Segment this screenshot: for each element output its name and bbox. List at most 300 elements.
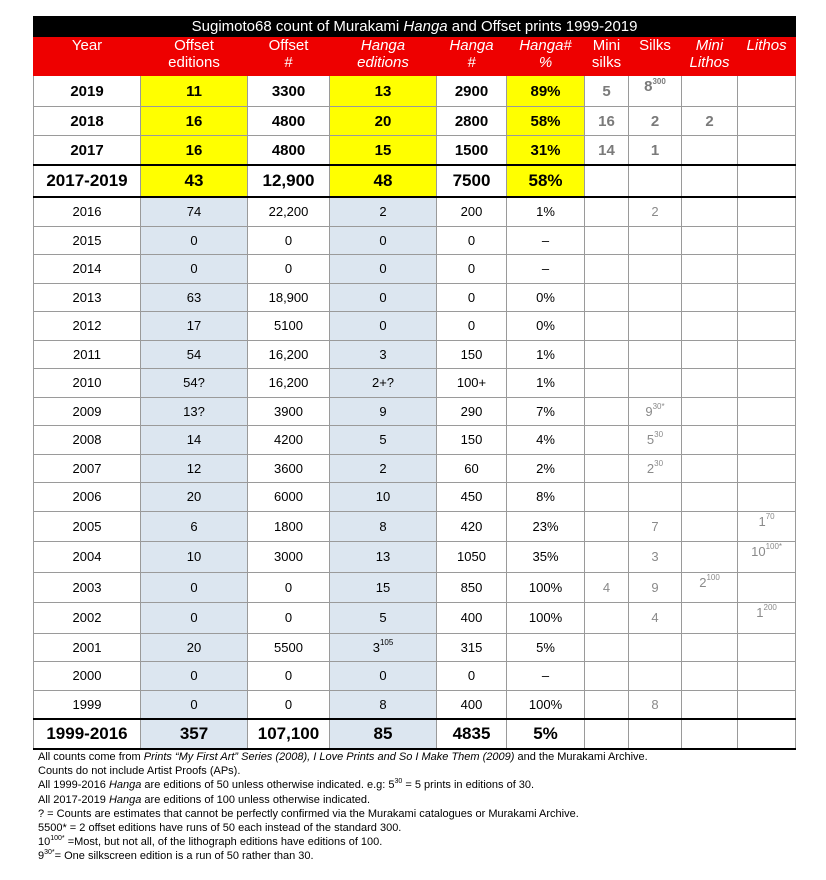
silks-cell	[629, 690, 682, 719]
offset-editions-cell	[141, 283, 248, 312]
hanga-editions-cell-value: 0	[379, 318, 387, 334]
column-header-line: Hanga	[360, 37, 406, 54]
silks-cell-value: 2	[650, 112, 660, 130]
hanga-editions-cell	[330, 369, 437, 398]
hanga-count-cell-value: 420	[460, 518, 483, 534]
lithos-cell-edition-size: 100*	[765, 542, 783, 551]
hanga-percent-cell	[507, 690, 585, 719]
lithos-cell	[738, 633, 796, 662]
mini-silks-cell	[585, 76, 629, 107]
offset-editions-cell-value: 0	[190, 232, 198, 248]
silks-cell-value: 1	[650, 141, 660, 159]
year-cell	[34, 690, 141, 719]
year-cell	[34, 255, 141, 284]
year-cell-value: 2014	[72, 261, 102, 277]
lithos-cell	[738, 340, 796, 369]
year-cell	[34, 136, 141, 166]
subtotal-hanga-editions	[330, 165, 437, 197]
lithos-cell	[738, 426, 796, 455]
hanga-editions-cell	[330, 603, 437, 634]
lithos-cell	[738, 369, 796, 398]
mini-silks-cell	[585, 454, 629, 483]
mini-silks-cell	[585, 340, 629, 369]
silks-cell	[629, 340, 682, 369]
hanga-percent-cell	[507, 662, 585, 691]
column-header-line: Offset	[268, 37, 309, 54]
hanga-count-cell-value: 0	[467, 318, 476, 334]
silks-cell-value: 2	[646, 460, 655, 476]
hanga-count-cell-value: 1500	[454, 141, 489, 159]
offset-editions-cell	[141, 454, 248, 483]
lithos-cell-value: 10	[751, 544, 766, 559]
offset-count-cell	[248, 690, 330, 719]
mini-lithos-cell	[682, 226, 738, 255]
hanga-percent-cell-value: 4%	[536, 432, 555, 448]
hanga-editions-cell-value: 13	[374, 82, 392, 100]
hanga-percent-cell-value: 8%	[536, 489, 555, 505]
table-row	[34, 226, 796, 255]
hanga-percent-cell-value: 7%	[536, 403, 555, 419]
hanga-percent-cell-value: 35%	[532, 549, 559, 565]
subtotal-offset-editions-value: 43	[184, 171, 204, 190]
year-cell-value: 2003	[72, 579, 102, 595]
hanga-percent-cell	[507, 369, 585, 398]
lithos-cell	[738, 662, 796, 691]
hanga-count-cell	[437, 603, 507, 634]
year-cell	[34, 107, 141, 136]
column-header	[738, 37, 796, 76]
offset-editions-cell	[141, 107, 248, 136]
lithos-cell	[738, 197, 796, 226]
total-offset-editions	[141, 719, 248, 749]
hanga-percent-cell	[507, 426, 585, 455]
hanga-count-cell-value: 0	[467, 668, 476, 684]
mini-silks-cell	[585, 511, 629, 542]
offset-editions-cell-value: 16	[185, 141, 203, 159]
column-header-line: Lithos	[746, 37, 787, 54]
hanga-percent-cell-value: 58%	[530, 112, 561, 130]
hanga-count-cell	[437, 107, 507, 136]
hanga-count-cell-value: 400	[460, 610, 483, 626]
silks-cell	[629, 369, 682, 398]
hanga-editions-cell	[330, 454, 437, 483]
hanga-editions-cell-value: 15	[374, 141, 392, 159]
hanga-percent-cell	[507, 603, 585, 634]
lithos-cell	[738, 690, 796, 719]
silks-cell-value: 4	[651, 610, 659, 626]
offset-count-cell-value: 4200	[274, 432, 303, 448]
subtotal-offset-editions	[141, 165, 248, 197]
lithos-cell-edition-size: 70	[765, 511, 775, 521]
offset-editions-cell-value: 0	[190, 696, 198, 712]
empty-cell	[585, 165, 629, 197]
offset-editions-cell-value: 54?	[183, 375, 205, 391]
year-cell-value: 1999	[72, 696, 102, 712]
empty-cell	[738, 165, 796, 197]
silks-cell-value: 2	[651, 204, 659, 220]
year-cell-value: 2006	[72, 489, 102, 505]
subtotal-hanga-editions-value: 48	[373, 171, 393, 190]
year-cell	[34, 603, 141, 634]
table-row	[34, 255, 796, 284]
year-cell-value: 2001	[72, 639, 102, 655]
footnotes	[38, 750, 798, 864]
hanga-editions-cell-value: 0	[379, 261, 387, 277]
offset-editions-cell-value: 63	[186, 289, 202, 305]
subtotal-hanga-percent-value: 58%	[528, 171, 563, 190]
table-row	[34, 542, 796, 573]
hanga-editions-cell	[330, 542, 437, 573]
offset-editions-cell-value: 0	[190, 610, 198, 626]
column-header-line: Silks	[639, 37, 671, 54]
table-row	[34, 340, 796, 369]
mini-lithos-cell	[682, 340, 738, 369]
hanga-editions-cell	[330, 572, 437, 603]
lithos-cell	[738, 483, 796, 512]
hanga-editions-cell-value: 20	[374, 112, 392, 130]
offset-editions-cell	[141, 369, 248, 398]
total-label	[34, 719, 141, 749]
hanga-count-cell-value: 200	[460, 204, 483, 220]
footnote-sources: All counts come from Prints “My First Art” Series (2008), I Love Prints and So I Make Them (2009) and the Murakami Archive.	[38, 751, 648, 763]
offset-count-cell-value: 5100	[274, 318, 303, 334]
hanga-percent-cell-value: 2%	[536, 460, 555, 476]
hanga-count-cell	[437, 397, 507, 426]
mini-lithos-cell	[682, 690, 738, 719]
year-cell	[34, 426, 141, 455]
column-header-line: Offset	[174, 37, 214, 54]
hanga-editions-cell-value: 13	[375, 549, 391, 565]
table-row	[34, 283, 796, 312]
offset-editions-cell-value: 0	[190, 261, 198, 277]
table-row	[34, 603, 796, 634]
year-cell	[34, 340, 141, 369]
hanga-editions-cell-value: 0	[379, 668, 387, 684]
mini-lithos-cell	[682, 283, 738, 312]
offset-editions-cell-value: 20	[186, 489, 202, 505]
hanga-percent-cell-value: 0%	[536, 289, 555, 305]
year-cell-value: 2012	[72, 318, 102, 334]
silks-cell	[629, 572, 682, 603]
column-header	[141, 37, 248, 76]
year-cell	[34, 542, 141, 573]
total-offset-count-value: 107,100	[257, 724, 320, 743]
lithos-cell	[738, 312, 796, 341]
lithos-cell	[738, 603, 796, 634]
hanga-count-cell	[437, 572, 507, 603]
table-body	[34, 76, 796, 750]
table-title-row	[34, 17, 796, 37]
total-hanga-count	[437, 719, 507, 749]
offset-count-cell	[248, 542, 330, 573]
mini-silks-cell	[585, 572, 629, 603]
hanga-count-cell-value: 1050	[457, 549, 486, 565]
silks-cell	[629, 107, 682, 136]
hanga-editions-cell	[330, 426, 437, 455]
mini-lithos-cell-value: 2	[705, 112, 714, 130]
offset-editions-cell-value: 13?	[183, 403, 205, 419]
hanga-count-cell	[437, 369, 507, 398]
hanga-percent-cell	[507, 226, 585, 255]
hanga-editions-cell-value: 8	[379, 518, 387, 534]
year-cell-value: 2010	[72, 375, 102, 391]
offset-count-cell	[248, 426, 330, 455]
year-cell	[34, 226, 141, 255]
total-label-value: 1999-2016	[46, 724, 128, 743]
column-header	[507, 37, 585, 76]
hanga-editions-cell	[330, 633, 437, 662]
hanga-count-cell	[437, 76, 507, 107]
mini-lithos-cell	[682, 662, 738, 691]
empty-cell	[682, 719, 738, 749]
mini-lithos-cell	[682, 76, 738, 107]
silks-cell-edition-size: 30	[654, 458, 664, 468]
offset-count-cell-value: 6000	[274, 489, 303, 505]
year-cell-value: 2004	[72, 549, 102, 565]
mini-silks-cell	[585, 197, 629, 226]
hanga-count-cell-value: 150	[460, 432, 483, 448]
mini-silks-cell	[585, 255, 629, 284]
hanga-count-cell	[437, 633, 507, 662]
hanga-percent-cell-value: 100%	[528, 610, 563, 626]
hanga-editions-cell	[330, 690, 437, 719]
mini-lithos-cell	[682, 426, 738, 455]
mini-lithos-cell	[682, 603, 738, 634]
silks-cell-value: 7	[651, 518, 659, 534]
mini-silks-cell	[585, 483, 629, 512]
lithos-cell	[738, 283, 796, 312]
hanga-percent-cell	[507, 633, 585, 662]
column-header-line: Mini	[592, 37, 621, 54]
subtotal-hanga-percent	[507, 165, 585, 197]
mini-silks-cell	[585, 542, 629, 573]
mini-lithos-cell-value: 2	[699, 574, 707, 590]
silks-cell	[629, 312, 682, 341]
hanga-percent-cell-value: 1%	[536, 204, 555, 220]
year-cell-value: 2016	[72, 204, 102, 220]
hanga-percent-cell	[507, 312, 585, 341]
mini-silks-cell	[585, 426, 629, 455]
hanga-editions-cell-value: 8	[379, 696, 387, 712]
silks-cell-value: 3	[651, 549, 659, 565]
offset-editions-cell	[141, 340, 248, 369]
offset-count-cell	[248, 454, 330, 483]
lithos-cell	[738, 226, 796, 255]
hanga-editions-cell-value: 5	[379, 432, 387, 448]
hanga-percent-cell	[507, 255, 585, 284]
silks-cell	[629, 226, 682, 255]
offset-editions-cell	[141, 76, 248, 107]
offset-count-cell-value: 16,200	[268, 346, 309, 362]
silks-cell	[629, 197, 682, 226]
hanga-percent-cell-value: 100%	[528, 579, 563, 595]
year-cell-value: 2007	[72, 460, 102, 476]
offset-editions-cell-value: 0	[190, 668, 198, 684]
subtotal-offset-count	[248, 165, 330, 197]
mini-silks-cell-value: 5	[602, 82, 611, 100]
hanga-percent-cell	[507, 572, 585, 603]
hanga-percent-cell-value: 23%	[532, 518, 559, 534]
table-row	[34, 633, 796, 662]
offset-count-cell-value: 22,200	[268, 204, 309, 220]
hanga-percent-cell-value: 1%	[536, 375, 555, 391]
column-header-line: editions	[168, 54, 220, 71]
lithos-cell	[738, 511, 796, 542]
hanga-count-cell-value: 400	[460, 696, 483, 712]
hanga-count-cell	[437, 197, 507, 226]
hanga-editions-cell-value: 2	[379, 204, 387, 220]
hanga-percent-cell	[507, 483, 585, 512]
offset-editions-cell-value: 12	[186, 460, 202, 476]
subtotal-hanga-count	[437, 165, 507, 197]
silks-cell	[629, 542, 682, 573]
column-header-line: #	[467, 54, 476, 71]
hanga-editions-cell-edition-size: 105	[379, 637, 394, 647]
footnote-offset-runs: 5500* = 2 offset editions have runs of 50 each instead of the standard 300.	[38, 822, 402, 835]
year-cell-value: 2017	[70, 141, 104, 159]
offset-count-cell	[248, 633, 330, 662]
year-cell	[34, 662, 141, 691]
offset-count-cell	[248, 255, 330, 284]
hanga-editions-cell	[330, 197, 437, 226]
offset-count-cell-value: 0	[284, 261, 293, 277]
column-header-line: Lithos	[689, 54, 730, 71]
offset-editions-cell	[141, 312, 248, 341]
print-count-sheet	[33, 16, 795, 750]
footnote-lithograph: $10^{100*}$ =Most, but not all, of the lithograph editions have editions of 100.	[38, 835, 383, 849]
hanga-editions-cell-value: 2+?	[371, 375, 395, 391]
hanga-editions-cell	[330, 662, 437, 691]
lithos-cell-value: 1	[758, 513, 766, 529]
hanga-percent-cell	[507, 107, 585, 136]
offset-editions-cell	[141, 511, 248, 542]
lithos-cell	[738, 107, 796, 136]
column-header	[248, 37, 330, 76]
year-cell	[34, 312, 141, 341]
hanga-count-cell	[437, 483, 507, 512]
subtotal-hanga-count-value: 7500	[452, 171, 491, 190]
silks-cell-edition-size: 30*	[652, 401, 665, 411]
hanga-percent-cell-value: –	[541, 232, 550, 248]
hanga-percent-cell-value: –	[541, 668, 550, 684]
offset-count-cell-value: 3000	[274, 549, 303, 565]
footnote-hanga-1999-2016: All 1999-2016 Hanga are editions of 50 unless otherwise indicated. e.g: $5^{30} = 5$ prints in editions of 30.	[38, 778, 535, 792]
offset-count-cell	[248, 572, 330, 603]
column-header	[34, 37, 141, 76]
total-row	[34, 719, 796, 749]
silks-cell	[629, 603, 682, 634]
offset-count-cell-value: 1800	[274, 518, 303, 534]
silks-cell-edition-size: 300	[652, 77, 666, 86]
silks-cell	[629, 662, 682, 691]
hanga-count-cell	[437, 542, 507, 573]
offset-editions-cell-value: 14	[186, 432, 202, 448]
column-header	[437, 37, 507, 76]
year-cell-value: 2000	[72, 668, 102, 684]
mini-lithos-cell	[682, 633, 738, 662]
mini-silks-cell	[585, 397, 629, 426]
subtotal-offset-count-value: 12,900	[262, 171, 315, 190]
hanga-count-cell	[437, 283, 507, 312]
hanga-count-cell-value: 150	[460, 346, 483, 362]
column-header-line: editions	[357, 54, 409, 71]
silks-cell	[629, 76, 682, 107]
hanga-count-cell	[437, 312, 507, 341]
hanga-percent-cell	[507, 542, 585, 573]
mini-silks-cell	[585, 662, 629, 691]
table-row	[34, 662, 796, 691]
mini-silks-cell	[585, 312, 629, 341]
table-row	[34, 690, 796, 719]
mini-lithos-cell	[682, 572, 738, 603]
column-header-line: Year	[71, 37, 103, 54]
hanga-percent-cell	[507, 397, 585, 426]
column-header	[682, 37, 738, 76]
column-header-line: %	[538, 54, 553, 71]
hanga-editions-cell	[330, 312, 437, 341]
offset-editions-cell	[141, 572, 248, 603]
offset-editions-cell	[141, 690, 248, 719]
footnote-estimates: ? = Counts are estimates that cannot be perfectly confirmed via the Murakami catalogues or Murakami Archive.	[38, 807, 579, 820]
year-cell-value: 2018	[70, 112, 104, 130]
offset-count-cell-value: 3600	[274, 460, 303, 476]
mini-silks-cell-value: 4	[602, 579, 611, 595]
lithos-cell	[738, 572, 796, 603]
footnote-hanga-2017-2019: All 2017-2019 Hanga are editions of 100 unless otherwise indicated.	[38, 793, 371, 806]
lithos-cell	[738, 397, 796, 426]
year-cell-value: 2015	[72, 232, 102, 248]
offset-count-cell	[248, 226, 330, 255]
year-cell-value: 2005	[72, 518, 102, 534]
empty-cell	[585, 719, 629, 749]
year-cell	[34, 397, 141, 426]
table-title: Sugimoto68 count of Murakami Hanga and Offset prints 1999-2019	[34, 17, 796, 37]
offset-editions-cell	[141, 255, 248, 284]
hanga-editions-cell-value: 10	[375, 489, 391, 505]
mini-lithos-cell	[682, 136, 738, 166]
hanga-editions-cell-value: 5	[379, 610, 387, 626]
hanga-count-cell	[437, 690, 507, 719]
silks-cell-value: 9	[651, 579, 659, 595]
silks-cell	[629, 511, 682, 542]
total-offset-count	[248, 719, 330, 749]
hanga-editions-cell	[330, 397, 437, 426]
hanga-percent-cell-value: 1%	[536, 346, 555, 362]
empty-cell	[682, 165, 738, 197]
column-header-line: silks	[591, 54, 622, 71]
hanga-percent-cell	[507, 136, 585, 166]
column-header-line: Hanga	[449, 37, 494, 54]
mini-silks-cell	[585, 283, 629, 312]
hanga-count-cell-value: 60	[464, 460, 479, 476]
column-header-row	[34, 37, 796, 76]
hanga-count-cell-value: 2900	[454, 82, 489, 100]
table-row	[34, 572, 796, 603]
offset-count-cell	[248, 197, 330, 226]
table-row	[34, 454, 796, 483]
column-header-line: #	[284, 54, 293, 71]
hanga-editions-cell	[330, 107, 437, 136]
table-row	[34, 107, 796, 136]
silks-cell-value: 5	[646, 432, 655, 448]
year-cell-value: 2013	[72, 289, 102, 305]
table-row	[34, 369, 796, 398]
total-hanga-editions-value: 85	[373, 724, 393, 743]
offset-count-cell-value: 4800	[271, 141, 306, 159]
year-cell	[34, 633, 141, 662]
hanga-count-cell	[437, 662, 507, 691]
offset-editions-cell	[141, 397, 248, 426]
